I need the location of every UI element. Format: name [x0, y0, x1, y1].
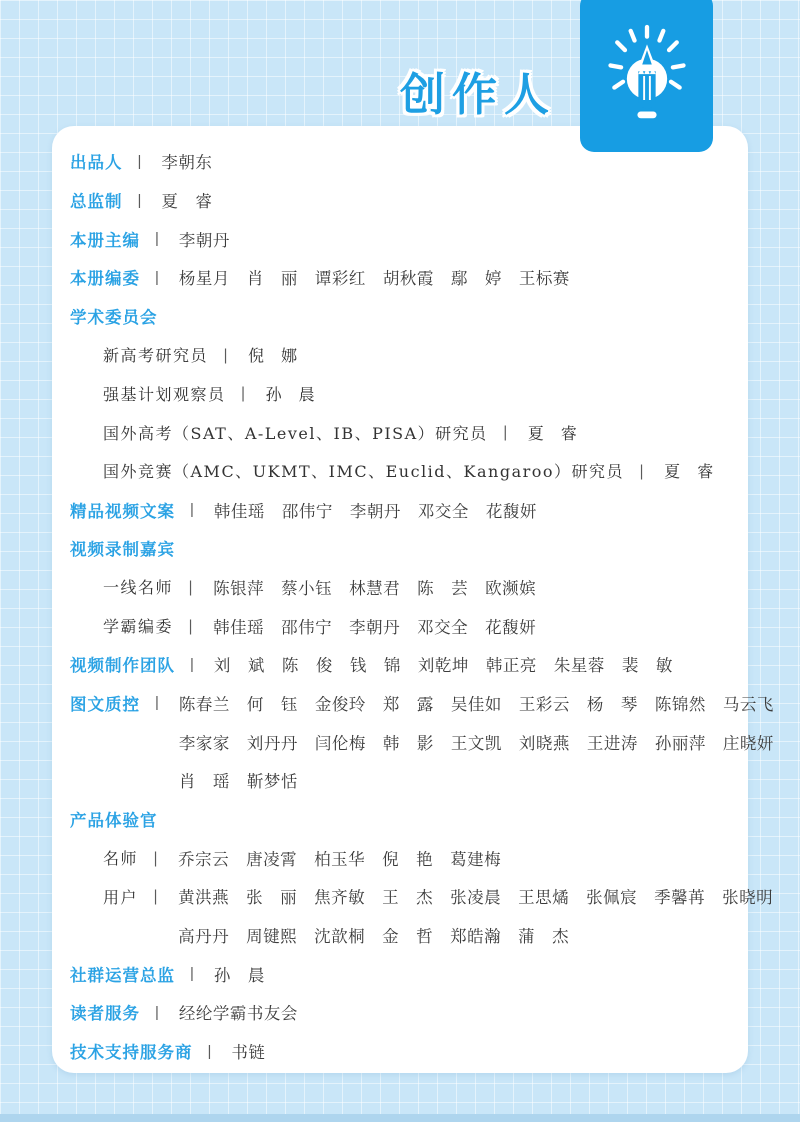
names-column	[179, 219, 230, 258]
names-column	[213, 568, 536, 607]
credit-row	[70, 374, 728, 413]
names-line: 夏 睿	[527, 423, 578, 443]
section-heading-row	[70, 529, 728, 568]
separator-pipe: |	[240, 384, 246, 403]
separator-pipe: |	[190, 655, 194, 673]
separator-pipe: |	[188, 616, 194, 635]
separator-pipe: |	[502, 423, 508, 442]
names-line: 陈银萍 蔡小钰 林慧君 陈 芸 欧濒嫔	[213, 579, 537, 598]
role-label: 精品视频文案	[70, 502, 175, 521]
bottom-accent-strip	[0, 1114, 800, 1122]
names-column	[213, 606, 536, 645]
role-label: 国外竞赛（AMC、UKMT、IMC、Euclid、Kangaroo）研究员	[103, 462, 625, 482]
credits-card	[52, 126, 774, 1073]
credit-row	[70, 993, 728, 1032]
separator-pipe: |	[639, 461, 645, 480]
names-column	[231, 1032, 265, 1071]
pencil-lightbulb-icon	[599, 23, 695, 152]
separator-pipe: |	[223, 345, 229, 364]
names-line: 乔宗云 唐凌霄 柏玉华 倪 艳 葛建梅	[178, 850, 502, 869]
credit-row	[70, 568, 728, 607]
names-column	[179, 258, 570, 297]
credit-row	[70, 413, 728, 452]
names-column	[161, 142, 212, 181]
names-line: 夏 睿	[664, 462, 714, 482]
names-line: 刘 斌 陈 俊 钱 锦 刘乾坤 韩正亮 朱星蓉 裴 敏	[213, 657, 673, 676]
header-icon-box	[580, 0, 713, 152]
names-column	[214, 954, 265, 993]
role-label: 学术委员会	[70, 309, 158, 328]
page-title: 创作人	[399, 69, 556, 120]
credit-row	[70, 1032, 728, 1071]
names-line: 韩佳瑶 邵伟宁 李朝丹 邓交全 花馥妍	[213, 618, 537, 637]
role-label: 本册编委	[70, 270, 140, 289]
role-label: 强基计划观察员	[103, 384, 226, 404]
credit-row	[70, 490, 728, 529]
role-label: 总监制	[70, 193, 123, 212]
credits-list	[70, 142, 774, 1071]
credit-row	[70, 877, 774, 954]
names-column	[266, 374, 316, 413]
names-column	[214, 645, 673, 684]
names-column	[179, 684, 774, 800]
separator-pipe: |	[188, 577, 194, 596]
names-line: 肖 瑶 靳梦恬	[178, 773, 298, 792]
separator-pipe: |	[155, 230, 159, 248]
names-line: 高丹丹 周键熙 沈歆桐 金 哲 郑皓瀚 蒲 杰	[178, 928, 570, 947]
names-column	[664, 452, 714, 491]
names-line: 孙 晨	[213, 966, 265, 985]
credit-row	[70, 219, 728, 258]
separator-pipe: |	[137, 152, 142, 170]
role-label: 图文质控	[70, 695, 140, 714]
names-line: 杨星月 肖 丽 谭彩红 胡秋霞 鄢 婷 王标赛	[178, 270, 570, 289]
role-label: 新高考研究员	[103, 346, 209, 366]
role-label: 读者服务	[70, 1005, 140, 1024]
role-label: 一线名师	[103, 578, 174, 598]
separator-pipe: |	[155, 268, 159, 286]
names-line: 黄洪燕 张 丽 焦齐敏 王 杰 张凌晨 王思燏 张佩宸 季馨苒 张晓明	[178, 889, 774, 908]
credit-row	[70, 954, 728, 993]
names-line: 经纶学霸书友会	[178, 1005, 298, 1024]
separator-pipe: |	[155, 1003, 159, 1021]
names-line: 韩佳瑶 邵伟宁 李朝丹 邓交全 花馥妍	[213, 502, 537, 521]
names-column	[178, 877, 773, 954]
role-label: 用户	[103, 887, 139, 907]
role-label: 学霸编委	[103, 617, 174, 637]
names-column	[161, 181, 212, 220]
names-column	[248, 335, 298, 374]
names-line: 李家家 刘丹丹 闫伦梅 韩 影 王文凯 刘晓燕 王进涛 孙丽萍 庄晓妍	[178, 734, 774, 753]
section-heading-row	[70, 297, 728, 336]
separator-pipe: |	[153, 887, 159, 906]
role-label: 本册主编	[70, 231, 140, 250]
credit-row	[70, 335, 728, 374]
role-label: 视频录制嘉宾	[70, 541, 175, 560]
role-label: 名师	[103, 849, 139, 869]
role-label: 出品人	[70, 154, 123, 173]
names-line: 倪 娜	[248, 346, 298, 366]
names-line: 书链	[231, 1044, 266, 1063]
credit-row	[70, 606, 728, 645]
role-label: 社群运营总监	[70, 966, 175, 985]
separator-pipe: |	[190, 501, 194, 519]
credit-row	[70, 838, 728, 877]
separator-pipe: |	[190, 965, 194, 983]
names-column	[528, 413, 578, 452]
credit-row	[70, 645, 728, 684]
credit-row	[70, 258, 728, 297]
credit-row	[70, 684, 774, 800]
names-line: 孙 晨	[265, 384, 316, 404]
names-column	[178, 838, 501, 877]
separator-pipe: |	[153, 848, 159, 867]
names-column	[214, 490, 537, 529]
separator-pipe: |	[137, 191, 142, 209]
role-label: 视频制作团队	[70, 657, 175, 676]
names-line: 陈春兰 何 钰 金俊玲 郑 露 吴佳如 王彩云 杨 琴 陈锦然 马云飞	[178, 695, 774, 714]
role-label: 技术支持服务商	[70, 1044, 193, 1063]
names-line: 李朝东	[161, 154, 213, 173]
names-line: 李朝丹	[178, 231, 230, 250]
separator-pipe: |	[155, 694, 159, 712]
credit-row	[70, 181, 728, 220]
separator-pipe: |	[207, 1042, 212, 1060]
credit-row	[70, 452, 728, 491]
names-column	[179, 993, 298, 1032]
names-line: 夏 睿	[161, 193, 213, 212]
section-heading-row	[70, 800, 728, 839]
role-label: 国外高考（SAT、A-Level、IB、PISA）研究员	[103, 423, 488, 443]
role-label: 产品体验官	[70, 812, 158, 831]
